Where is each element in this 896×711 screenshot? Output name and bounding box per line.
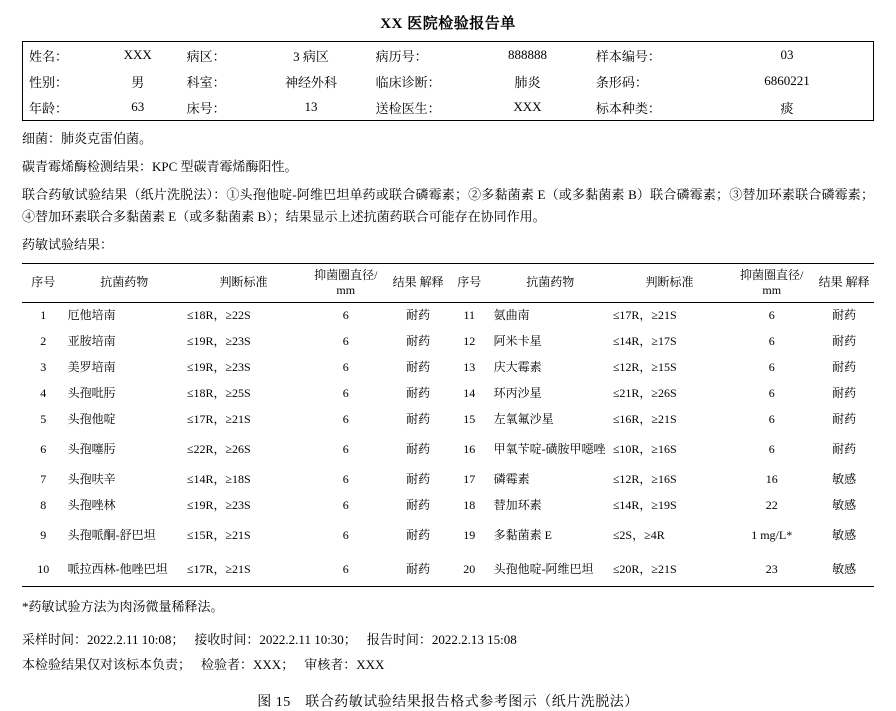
cell-drug: 头孢他啶 [67,412,116,427]
cell-standard: ≤18R，≥22S [186,308,251,323]
cell-diameter: 6 [342,386,349,401]
table-row [22,302,874,329]
cell-diameter: 6 [768,334,775,349]
cell-diameter: 6 [342,412,349,427]
cell-drug: 氨曲南 [493,308,530,323]
cell-diameter: 6 [342,360,349,375]
cell-drug: 头孢他啶-阿维巴坦 [491,553,610,587]
cell-standard: ≤18R，≥25S [186,386,251,401]
cell-interpretation: 耐药 [832,386,857,401]
signature-line [22,653,874,678]
cell-no: 12 [463,334,476,349]
cell-interpretation: 耐药 [406,412,431,427]
cell-no: 16 [463,442,476,457]
cell-standard: ≤21R，≥26S [612,386,677,401]
cell-drug: 哌拉西林-他唑巴坦 [65,553,184,587]
info-label: 临床诊断： [375,74,441,90]
susceptibility-table [22,263,874,588]
cell-standard: ≤15R，≥21S [186,528,251,543]
info-label: 病区： [181,42,253,69]
cell-standard: ≤16R，≥21S [612,412,677,427]
cell-interpretation: 耐药 [406,308,431,323]
info-label: 送检医生： [370,94,465,121]
cell-no: 7 [40,472,47,487]
cell-diameter: 23 [729,553,814,587]
combination-result-paragraph: 联合药敏试验结果（纸片洗脱法）：①头孢他啶-阿维巴坦单药或联合磷霉素；②多黏菌素 E（或多黏菌素 B）联合磷霉素；③替加环素联合磷霉素；④替加环素联合多黏菌素 E（或多黏菌素 B）；结果显示上述抗菌药联合可能存在协同作用。 [22,186,874,225]
cell-standard: ≤12R，≥15S [612,360,677,375]
report-time-label: 报告时间： [366,631,432,647]
table-row [22,407,874,433]
cell-no: 20 [448,553,491,587]
footnote: *药敏试验方法为肉汤微量稀释法。 [22,599,224,615]
col-header-standard: 判断标准 [610,263,729,302]
cell-drug: 厄他培南 [67,308,116,323]
table-row [22,493,874,519]
table-row [23,42,874,69]
cell-standard: ≤17R，≥21S [612,308,677,323]
table-row [23,94,874,121]
info-label: 年龄： [23,94,95,121]
cell-diameter: 6 [342,472,349,487]
cell-no: 19 [463,528,476,543]
info-label: 科室： [186,74,226,90]
cell-drug: 头孢噻肟 [67,442,116,457]
table-row [22,355,874,381]
cell-diameter: 6 [768,442,775,457]
cell-drug: 头孢哌酮-舒巴坦 [67,528,156,543]
table-row [22,433,874,467]
cell-standard: ≤10R，≥16S [612,442,677,457]
cell-no: 11 [463,308,476,323]
cell-interpretation: 敏感 [832,528,857,543]
receiving-time-value: 2022.2.11 10:30； [259,631,357,647]
cell-interpretation: 敏感 [814,553,874,587]
cell-standard: ≤14R，≥18S [186,472,251,487]
cell-standard: ≤19R，≥23S [186,360,251,375]
cell-drug: 磷霉素 [493,472,530,487]
info-value: XXX [465,94,590,121]
bacteria-line: 细菌：肺炎克雷伯菌。 [22,131,153,146]
cell-drug: 头孢呋辛 [67,472,116,487]
cell-drug: 头孢吡肟 [67,386,116,401]
disclaimer-text: 本检验结果仅对该标本负责； [22,656,192,672]
cell-standard: ≤22R，≥26S [186,442,251,457]
cell-interpretation: 耐药 [832,442,857,457]
cell-no: 9 [40,528,47,543]
cell-no: 6 [40,442,47,457]
cell-no: 15 [463,412,476,427]
cell-diameter: 22 [765,498,778,513]
cell-no: 5 [40,412,47,427]
info-label: 床号： [181,94,253,121]
cell-drug: 美罗培南 [67,360,116,375]
info-label: 标本种类： [590,94,701,121]
cell-standard: ≤2S，≥4R [612,528,665,543]
info-value: 男 [131,74,145,90]
cell-interpretation: 敏感 [832,472,857,487]
cell-drug: 左氧氟沙星 [493,412,554,427]
cell-standard: ≤14R，≥19S [612,498,677,513]
figure-caption: 图 15 联合药敏试验结果报告格式参考图示（纸片洗脱法） [257,695,639,711]
col-header-no: 序号 [448,263,491,302]
cell-interpretation: 耐药 [832,308,857,323]
cell-diameter: 6 [768,308,775,323]
cell-interpretation: 敏感 [832,498,857,513]
cell-no: 10 [22,553,65,587]
cell-interpretation: 耐药 [388,553,448,587]
cell-diameter: 6 [768,360,775,375]
cell-drug: 替加环素 [493,498,542,513]
info-value: 63 [95,94,181,121]
report-time-value: 2022.2.13 15:08 [431,631,517,647]
tester-label: 检验者： [201,656,254,672]
col-header-interpretation: 结果 解释 [814,263,874,302]
table-row [22,553,874,587]
cell-no: 14 [463,386,476,401]
col-header-diameter: 抑菌圈直径/ mm [729,263,814,302]
cell-diameter: 6 [342,528,349,543]
table-row [22,329,874,355]
info-value: 03 [701,42,873,69]
cell-drug: 环丙沙星 [493,386,542,401]
cell-no: 2 [40,334,47,349]
cell-no: 18 [463,498,476,513]
col-header-drug: 抗菌药物 [491,263,610,302]
cell-standard: ≤17R，≥21S [186,412,251,427]
cell-diameter: 6 [342,498,349,513]
cell-diameter: 6 [768,386,775,401]
table-row [22,467,874,493]
cell-no: 17 [463,472,476,487]
table-row [22,519,874,553]
col-header-drug: 抗菌药物 [65,263,184,302]
cell-interpretation: 耐药 [832,334,857,349]
cell-no: 1 [40,308,47,323]
cell-diameter: 16 [765,472,778,487]
reviewer-label: 审核者： [304,656,357,672]
cell-interpretation: 耐药 [406,528,431,543]
carbapenemase-line: 碳青霉烯酶检测结果：KPC 型碳青霉烯酶阳性。 [22,158,298,174]
cell-interpretation: 耐药 [406,442,431,457]
cell-drug: 亚胺培南 [67,334,116,349]
cell-interpretation: 耐药 [832,360,857,375]
sampling-time-label: 采样时间： [22,631,88,647]
info-label: 性别： [23,68,95,94]
cell-interpretation: 耐药 [406,334,431,349]
info-label: 样本编号： [590,42,701,69]
cell-diameter: 1 mg/L* [751,528,793,543]
cell-standard: ≤12R，≥16S [612,472,677,487]
cell-standard: ≤20R，≥21S [610,553,729,587]
info-value: 3 病区 [253,42,370,69]
cell-no: 4 [40,386,47,401]
info-value: 13 [253,94,370,121]
info-value: 888888 [465,42,590,69]
page-title: XX 医院检验报告单 [380,16,516,32]
cell-drug: 多黏菌素 E [493,528,552,543]
susceptibility-heading: 药敏试验结果： [22,237,114,252]
cell-standard: ≤19R，≥23S [186,334,251,349]
table-header-row [22,263,874,302]
info-value: 6860221 [701,68,873,94]
info-value: 神经外科 [285,74,338,90]
table-row [22,381,874,407]
info-value: XXX [95,42,181,69]
cell-interpretation: 耐药 [406,472,431,487]
tester-value: XXX； [253,656,295,672]
cell-standard: ≤17R，≥21S [184,553,303,587]
table-row [23,68,874,94]
cell-diameter: 6 [342,334,349,349]
col-header-diameter: 抑菌圈直径/ mm [303,263,388,302]
cell-standard: ≤14R，≥17S [612,334,677,349]
cell-no: 3 [40,360,47,375]
info-value: 肺炎 [514,74,541,90]
cell-interpretation: 耐药 [406,386,431,401]
sampling-time-value: 2022.2.11 10:08； [87,631,185,647]
patient-info-table [22,41,874,121]
info-label: 姓名： [23,42,95,69]
cell-drug: 甲氧苄啶-磺胺甲噁唑 [493,442,606,457]
cell-diameter: 6 [342,308,349,323]
cell-standard: ≤19R，≥23S [186,498,251,513]
cell-drug: 头孢唑林 [67,498,116,513]
cell-interpretation: 耐药 [832,412,857,427]
cell-drug: 阿米卡星 [493,334,542,349]
cell-interpretation: 耐药 [406,498,431,513]
cell-diameter: 6 [342,442,349,457]
col-header-standard: 判断标准 [184,263,303,302]
info-label: 条形码： [595,74,648,90]
cell-drug: 庆大霉素 [493,360,542,375]
receiving-time-label: 接收时间： [194,631,260,647]
info-value: 痰 [701,94,873,121]
info-label: 病历号： [370,42,465,69]
reviewer-value: XXX [356,656,385,672]
col-header-no: 序号 [22,263,65,302]
timestamps-line [22,628,874,653]
cell-diameter: 6 [768,412,775,427]
cell-interpretation: 耐药 [406,360,431,375]
cell-diameter: 6 [303,553,388,587]
col-header-interpretation: 结果 解释 [388,263,448,302]
cell-no: 8 [40,498,47,513]
cell-no: 13 [463,360,476,375]
